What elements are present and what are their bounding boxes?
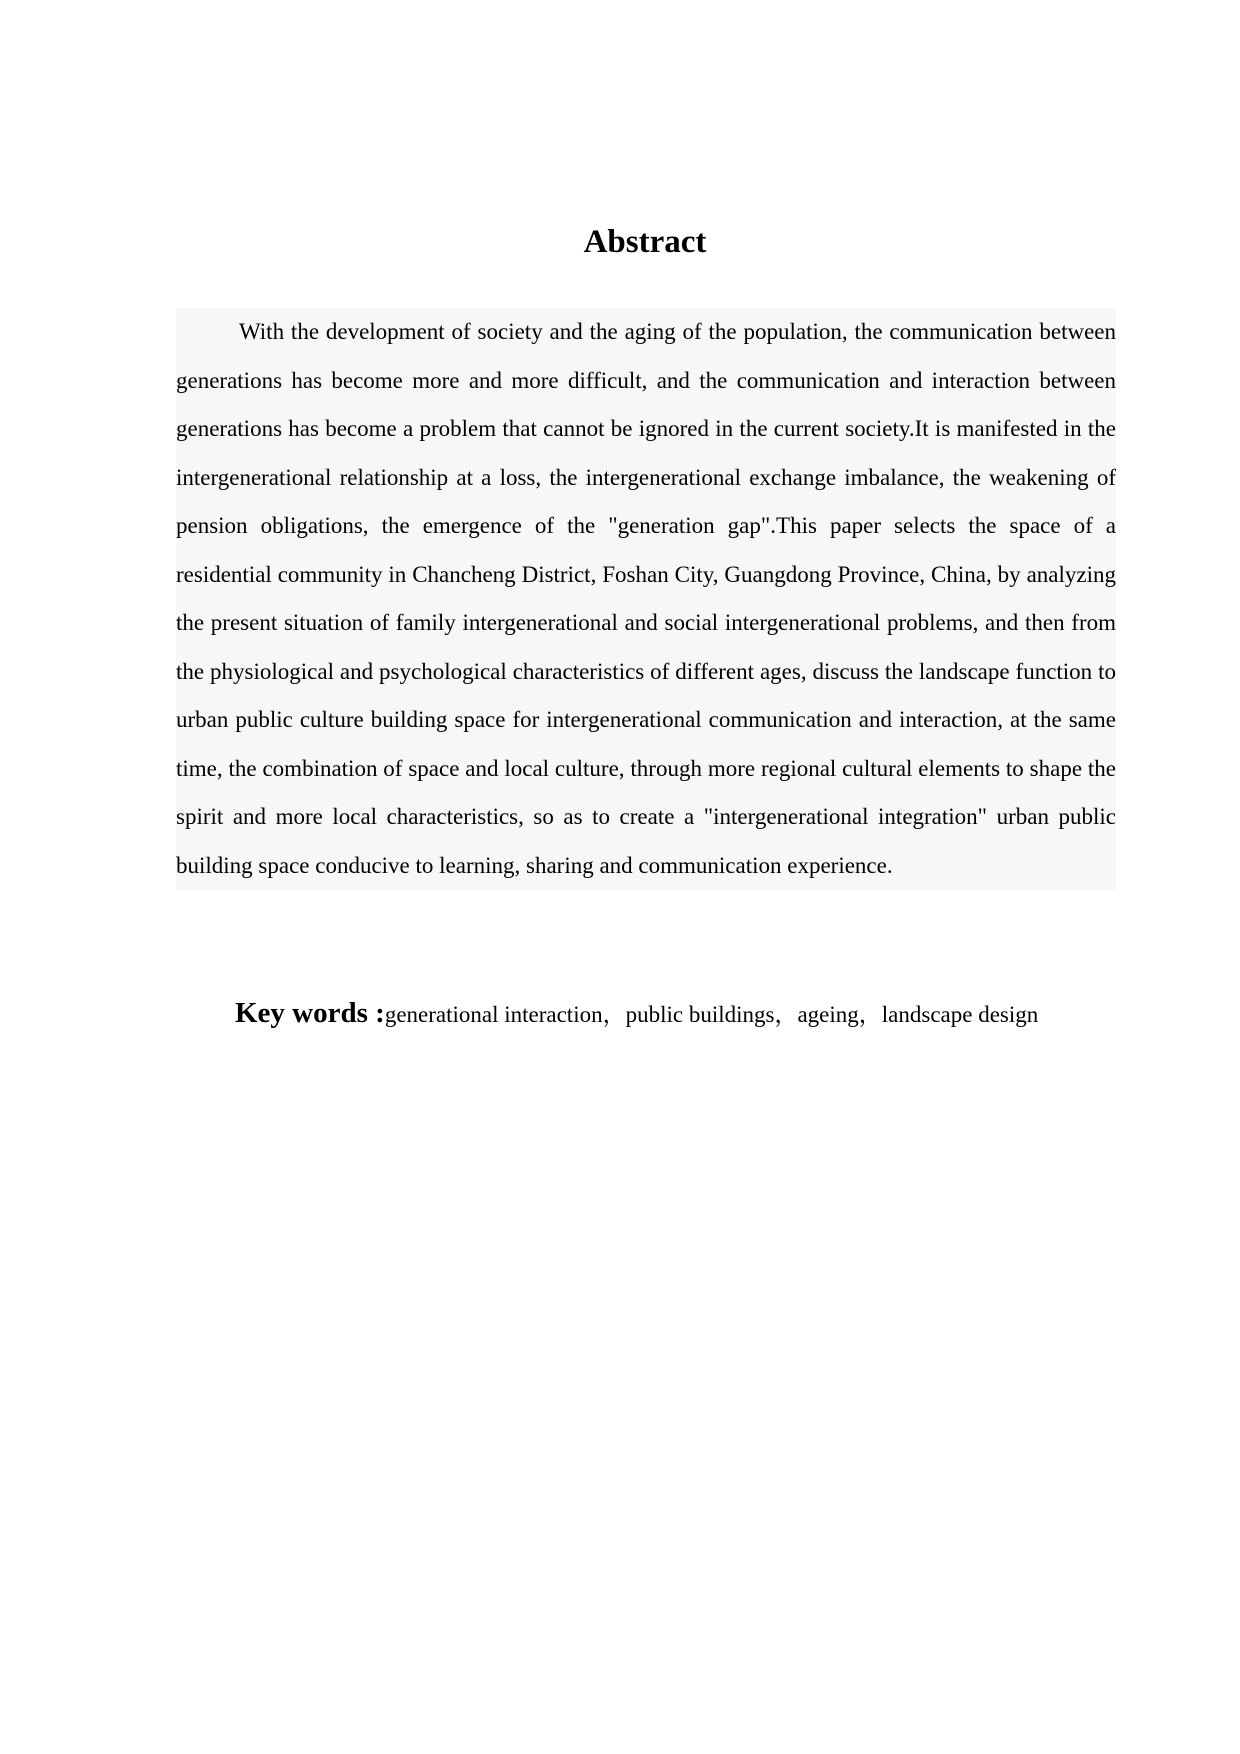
keyword-item: ageing <box>797 1002 859 1027</box>
keyword-separator: ， <box>774 1002 798 1027</box>
keyword-item: public buildings <box>625 1002 775 1027</box>
keyword-item: landscape design <box>881 1002 1039 1027</box>
abstract-body <box>176 308 1116 890</box>
keyword-separator: ， <box>858 1002 882 1027</box>
keywords-label: Key words : <box>235 997 385 1029</box>
keyword-item: generational interaction <box>384 1002 603 1027</box>
keyword-separator: ， <box>602 1002 626 1027</box>
abstract-title: Abstract <box>583 224 707 260</box>
keywords-line <box>235 996 1135 1030</box>
abstract-paragraph: With the development of society and the aging of the population, the communication between generations has become more and more difficult, and the communication and interaction between generations has become a problem that cannot be ignored in the current society.It is manifested in the intergenerational relationship at a loss, the intergenerational exchange imbalance, the weakening of pension obligations, the emergence of the "generation gap".This paper selects the space of a residential community in Chancheng District, Foshan City, Guangdong Province, China, by analyzing the present situation of family intergenerational and social intergenerational problems, and then from the physiological and psychological characteristics of different ages, discuss the landscape function to urban public culture building space for intergenerational communication and interaction, at the same time, the combination of space and local culture, through more regional cultural elements to shape the spirit and more local characteristics, so as to create a "intergenerational integration" urban public building space conducive to learning, sharing and communication experience. <box>176 319 1116 878</box>
